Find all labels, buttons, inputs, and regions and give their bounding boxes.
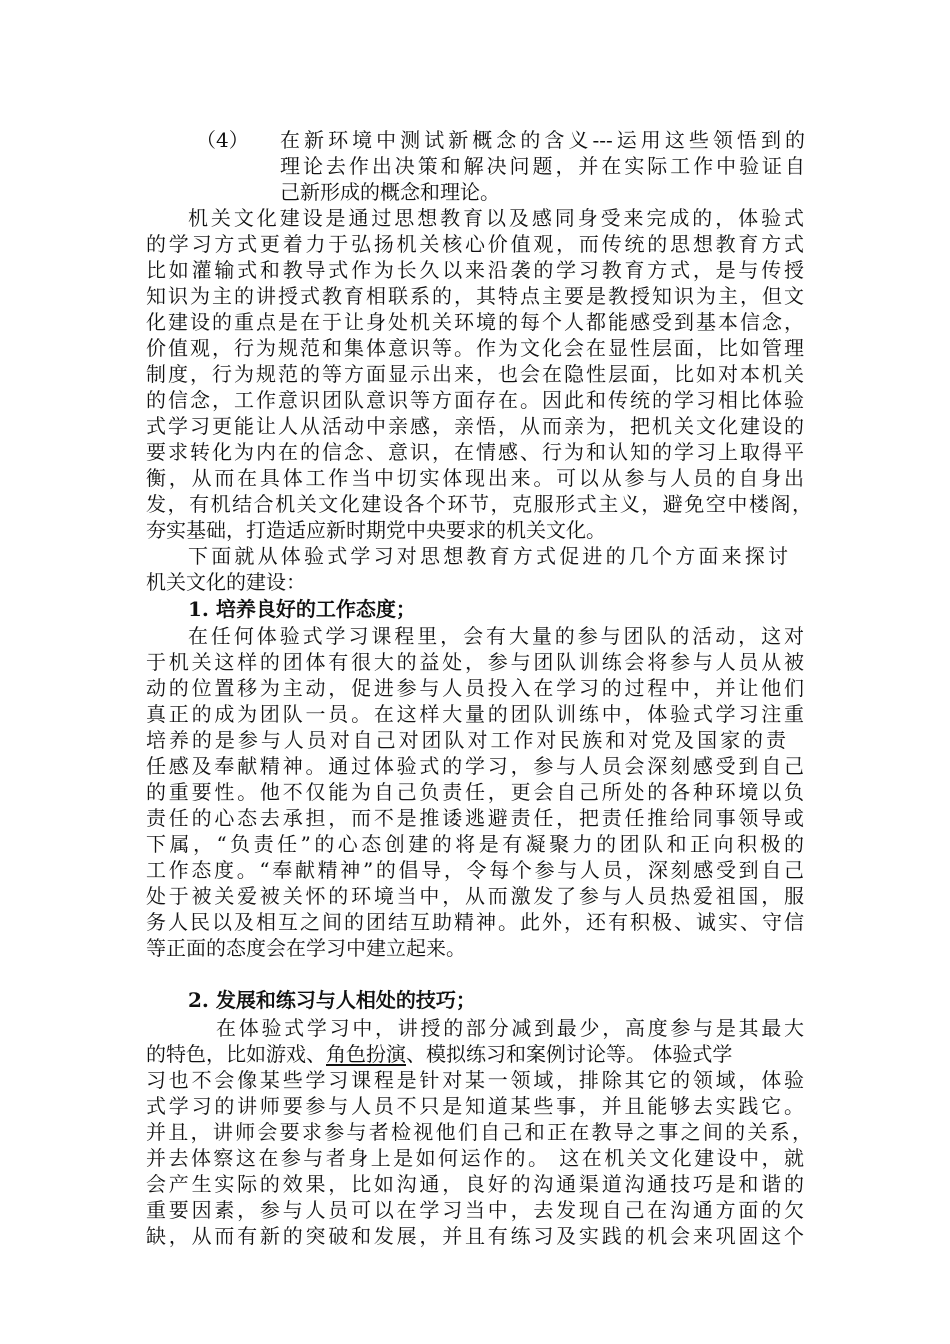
text-line: 缺，从而有新的突破和发展，并且有练习及实践的机会来巩固这个 <box>146 1224 804 1248</box>
text-line: 式学习的讲师要参与人员不只是知道某些事，并且能够去实践它。 <box>146 1094 804 1118</box>
text-line: 要求转化为内在的信念、意识，在情感、行为和认知的学习上取得平 <box>146 440 804 464</box>
text-line: 化建设的重点是在于让身处机关环境的每个人都能感受到基本信念， <box>146 310 804 334</box>
text-line: 下面就从体验式学习对思想教育方式促进的几个方面来探讨 <box>188 544 788 568</box>
text-line: 夯实基础，打造适应新时期党中央要求的机关文化。 <box>146 518 606 542</box>
text-line: 己新形成的概念和理论。 <box>280 180 500 204</box>
text-line: 机关文化的建设： <box>146 570 306 594</box>
text-line: 重要因素，参与人员可以在学习当中，去发现自己在沟通方面的欠 <box>146 1198 804 1222</box>
text-segment: 、模拟练习和案例讨论等。 体验式学 <box>406 1042 733 1066</box>
section-heading-2: 2. 发展和练习与人相处的技巧； <box>188 988 476 1012</box>
text-line: 并去体察这在参与者身上是如何运作的。 这在机关文化建设中，就 <box>146 1146 804 1170</box>
text-line: 于机关这样的团体有很大的益处，参与团队训练会将参与人员从被 <box>146 650 804 674</box>
text-segment: 的特色，比如游戏、 <box>146 1042 326 1066</box>
text-line: 在体验式学习中，讲授的部分减到最少，高度参与是其最大 <box>216 1016 804 1040</box>
text-line: 发，有机结合机关文化建设各个环节，克服形式主义，避免空中楼阁， <box>146 492 812 516</box>
text-line: 并且，讲师会要求参与者检视他们自己和正在教导之事之间的关系， <box>146 1120 812 1144</box>
text-line: 真正的成为团队一员。在这样大量的团队训练中，体验式学习注重 <box>146 702 804 726</box>
text-line: 习也不会像某些学习课程是针对某一领域，排除其它的领域，体验 <box>146 1068 804 1092</box>
text-line: 务人民以及相互之间的团结互助精神。此外，还有积极、诚实、守信 <box>146 910 804 934</box>
text-line: 培养的是参与人员对自己对团队对工作对民族和对党及国家的责 <box>146 728 786 752</box>
text-line: 责任的心态去承担，而不是推诿逃避责任，把责任推给同事领导或 <box>146 806 804 830</box>
text-line: 会产生实际的效果，比如沟通，良好的沟通渠道沟通技巧是和谐的 <box>146 1172 804 1196</box>
text-line: 等正面的态度会在学习中建立起来。 <box>146 936 466 960</box>
text-line: 价值观，行为规范和集体意识等。作为文化会在显性层面，比如管理 <box>146 336 804 360</box>
text-line: 理论去作出决策和解决问题，并在实际工作中验证自 <box>280 154 805 178</box>
text-line: 在新环境中测试新概念的含义---运用这些领悟到的 <box>280 128 805 152</box>
text-line: 知识为主的讲授式教育相联系的，其特点主要是教授知识为主，但文 <box>146 284 804 308</box>
text-line: 工作态度。“奉献精神”的倡导，令每个参与人员，深刻感受到自己 <box>146 858 804 882</box>
text-line: 比如灌输式和教导式作为长久以来沿袭的学习教育方式，是与传授 <box>146 258 804 282</box>
text-line: 动的位置移为主动，促进参与人员投入在学习的过程中，并让他们 <box>146 676 804 700</box>
section-heading-1: 1. 培养良好的工作态度； <box>188 597 416 621</box>
text-line: 制度，行为规范的等方面显示出来，也会在隐性层面，比如对本机关 <box>146 362 804 386</box>
text-line: 的信念，工作意识团队意识等方面存在。因此和传统的学习相比体验 <box>146 388 804 412</box>
text-line: 处于被关爱被关怀的环境当中，从而激发了参与人员热爱祖国，服 <box>146 884 804 908</box>
text-line: 衡，从而在具体工作当中切实体现出来。可以从参与人员的自身出 <box>146 466 804 490</box>
text-line <box>146 1044 732 1064</box>
text-line: 的学习方式更着力于弘扬机关核心价值观，而传统的思想教育方式 <box>146 232 804 256</box>
text-line: 下属，“负责任”的心态创建的将是有凝聚力的团队和正向积极的 <box>146 832 804 856</box>
text-line: 机关文化建设是通过思想教育以及感同身受来完成的，体验式 <box>188 206 804 230</box>
text-line: 的重要性。他不仅能为自己负责任，更会自己所处的各种环境以负 <box>146 780 804 804</box>
text-line: 任感及奉献精神。通过体验式的学习，参与人员会深刻感受到自己 <box>146 754 804 778</box>
role-play-link[interactable]: 角色扮演 <box>326 1042 406 1066</box>
text-line: 在任何体验式学习课程里，会有大量的参与团队的活动，这对 <box>188 624 804 648</box>
text-line: 式学习更能让人从活动中亲感，亲悟，从而亲为，把机关文化建设的 <box>146 414 804 438</box>
item-marker: （4） <box>196 128 249 152</box>
